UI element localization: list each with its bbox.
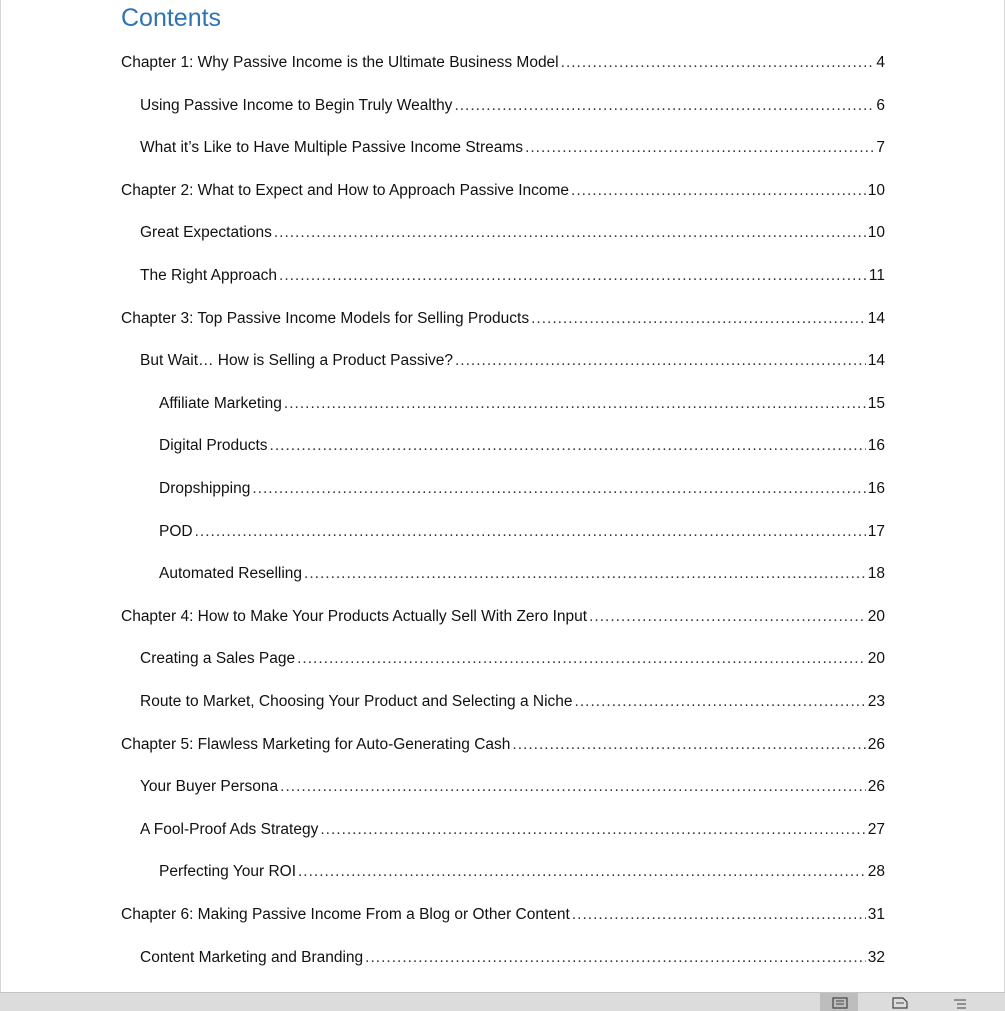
toc-entry-title: Chapter 3: Top Passive Income Models for Selling Products [121,310,530,327]
dot-leader [455,352,866,370]
toc-entry-title: A Fool-Proof Ads Strategy [140,821,319,838]
dot-leader [531,310,866,328]
dot-leader [575,693,866,711]
toc-entry-title: POD [159,523,193,540]
toc-entry-title: Perfecting Your ROI [159,863,296,880]
toc-entry-title: Your Buyer Persona [140,778,279,795]
toc-page-number: 10 [867,182,885,199]
dot-leader [589,608,866,626]
toc-page-number: 31 [867,906,885,923]
toc-page-number: 4 [876,54,885,71]
dot-leader [304,565,866,583]
toc-entry[interactable] [140,133,885,157]
web-layout-button[interactable] [880,993,918,1011]
dot-leader [320,821,865,839]
toc-entry[interactable] [140,815,885,839]
toc-heading: Contents [121,4,222,32]
toc-entry[interactable] [159,474,885,498]
toc-entry[interactable] [140,644,885,668]
dot-leader [274,224,866,242]
dot-leader [279,267,867,285]
toc-entry[interactable] [140,687,885,711]
toc-entry[interactable] [159,431,885,455]
toc-page-number: 14 [867,310,885,327]
toc-entry[interactable] [121,900,885,924]
toc-page-number: 18 [867,565,885,582]
toc-entry[interactable] [140,346,885,370]
toc-page-number: 6 [876,97,885,114]
dot-leader [512,736,865,754]
toc-page-number: 27 [867,821,885,838]
print-layout-icon [832,997,848,1009]
toc-page-number: 23 [867,693,885,710]
print-layout-button[interactable] [820,993,858,1011]
toc-entry-title: Chapter 4: How to Make Your Products Actually Sell With Zero Input [121,608,588,625]
toc-entry[interactable] [140,261,885,285]
toc-entry[interactable] [121,730,885,754]
toc-entry-title: What it’s Like to Have Multiple Passive Income Streams [140,139,524,156]
toc-page-number: 7 [876,139,885,156]
toc-entry[interactable] [121,602,885,626]
toc-entry[interactable] [121,48,885,72]
dot-leader [270,437,866,455]
toc-entry[interactable] [159,857,885,881]
toc-entry-title: Using Passive Income to Begin Truly Wealthy [140,97,453,114]
toc-entry-title: But Wait… How is Selling a Product Passive? [140,352,453,369]
toc-entry-title: Great Expectations [140,224,272,241]
toc-page-number: 28 [867,863,885,880]
dot-leader [365,949,866,967]
dot-leader [252,480,865,498]
dot-leader [572,906,866,924]
outline-view-button[interactable] [940,993,978,1011]
toc-entry-title: Route to Market, Choosing Your Product and Selecting a Niche [140,693,573,710]
toc-page-number: 20 [867,650,885,667]
toc-entry-title: Content Marketing and Branding [140,949,364,966]
dot-leader [561,54,875,72]
toc-entry-title: Chapter 5: Flawless Marketing for Auto-Generating Cash [121,736,511,753]
toc-page-number: 14 [867,352,885,369]
dot-leader [297,650,866,668]
toc-page-number: 32 [867,949,885,966]
toc-entry[interactable] [140,218,885,242]
toc-page-number: 16 [867,437,885,454]
toc-page-number: 20 [867,608,885,625]
dot-leader [525,139,874,157]
toc-entry[interactable] [121,304,885,328]
toc-entry-title: The Right Approach [140,267,278,284]
dot-leader [195,523,866,541]
toc-page-number: 26 [867,736,885,753]
toc-entry[interactable] [159,517,885,541]
dot-leader [571,182,866,200]
status-bar [0,992,1005,1011]
dot-leader [284,395,866,413]
toc-entry[interactable] [140,772,885,796]
dot-leader [298,863,866,881]
toc-entry[interactable] [140,943,885,967]
toc-page-number: 16 [867,480,885,497]
toc-entry-title: Digital Products [159,437,268,454]
toc-entry[interactable] [140,91,885,115]
toc-entry-title: Chapter 1: Why Passive Income is the Ultimate Business Model [121,54,559,71]
web-layout-icon [892,997,908,1009]
toc-entry-title: Chapter 6: Making Passive Income From a Blog or Other Content [121,906,570,923]
toc-page-number: 11 [868,267,885,284]
toc-entry-title: Automated Reselling [159,565,303,582]
toc-entry-title: Creating a Sales Page [140,650,296,667]
toc-page-number: 26 [867,778,885,795]
dot-leader [280,778,866,796]
toc-entry-title: Dropshipping [159,480,251,497]
outline-view-icon [952,997,968,1009]
toc-entry[interactable] [121,176,885,200]
toc-entry-title: Chapter 2: What to Expect and How to Approach Passive Income [121,182,570,199]
toc-page-number: 15 [867,395,885,412]
toc-entry-title: Affiliate Marketing [159,395,282,412]
toc-page-number: 10 [867,224,885,241]
dot-leader [454,97,874,115]
toc-entry[interactable] [159,389,885,413]
toc-page-number: 17 [867,523,885,540]
toc-entry[interactable] [159,559,885,583]
